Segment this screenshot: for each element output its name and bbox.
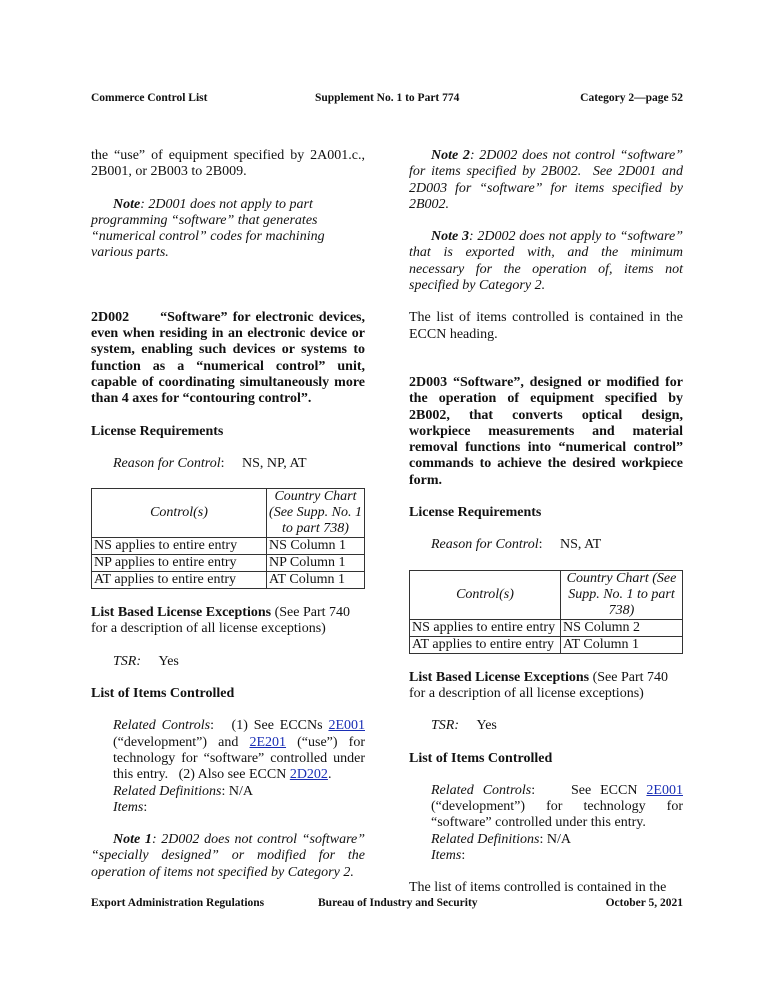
related-controls-block: Related Controls: See ECCN 2E001 (“development”) for technology for “software” controlled under this entry. Related Definitions: N/A Items: (431, 782, 683, 864)
right-column (409, 148, 687, 897)
header-right: Category 2—page 52 (580, 92, 683, 104)
control-table (409, 570, 683, 654)
table-row: NS applies to entire entry NS Column 2 (410, 619, 683, 636)
eccn-2d002-heading: 2D002 “Software” for electronic devices, even when residing in an electronic device or system, enabling such devices or systems to function as a “numerical control” unit, capable of coordinating simultaneously more than 4 axes for “contouring control”. (91, 309, 369, 407)
items-controlled-heading: List of Items Controlled (409, 750, 553, 766)
tsr-line: TSR: Yes (431, 718, 497, 734)
table-header: Country Chart (See Supp. No. 1 to part 738) (267, 489, 365, 538)
note-3-paragraph: Note 3: 2D002 does not apply to “software” that is exported with, and the minimum necessary for the operation of, items not specified by Category 2. (409, 229, 683, 294)
license-requirements-heading: License Requirements (409, 505, 542, 521)
footer-right: October 5, 2021 (605, 897, 683, 909)
footer-center: Bureau of Industry and Security (318, 897, 478, 909)
control-table (91, 488, 365, 589)
list-text-paragraph: The list of items controlled is contained in the ECCN heading. (409, 310, 683, 342)
items-controlled-heading: List of Items Controlled (91, 686, 235, 702)
table-row: AT applies to entire entry AT Column 1 (92, 572, 365, 589)
note-label: Note (113, 196, 141, 212)
link-2e001[interactable]: 2E001 (646, 782, 683, 798)
eccn-2d003-heading: 2D003 “Software”, designed or modified for the operation of equipment specified by 2B002, that converts optical design, workpiece measurements and material removal functions into “numerical control” commands to achieve the desired workpiece form. (409, 374, 683, 488)
related-controls-block: Related Controls: (1) See ECCNs 2E001 (“development”) and 2E201 (“use”) for technology for “software” controlled under this entry. (2) Also see ECCN 2D202. Related Definitions: N/A Items: (113, 718, 369, 815)
footer-left: Export Administration Regulations (91, 897, 265, 909)
table-header: Control(s) (410, 570, 561, 619)
left-column (91, 148, 369, 881)
lble-paragraph: List Based License Exceptions (See Part 740 for a description of all license exceptions) (409, 669, 669, 701)
reason-for-control: Reason for Control: NS, NP, AT (113, 455, 307, 471)
header-center: Supplement No. 1 to Part 774 (315, 92, 460, 104)
list-text-paragraph: The list of items controlled is contained in the (409, 880, 667, 896)
link-2d202[interactable]: 2D202 (289, 767, 328, 783)
table-header: Control(s) (92, 489, 267, 538)
note-2-paragraph: Note 2: 2D002 does not control “software” for items specified by 2B002. See 2D001 and 2D003 for “software” for items specified by 2B002. (409, 148, 687, 212)
lble-paragraph: List Based License Exceptions (See Part 740 for a description of all license exceptions) (91, 605, 351, 637)
license-requirements-heading: License Requirements (91, 423, 224, 439)
table-row: NS applies to entire entry NS Column 1 (92, 538, 365, 555)
table-header: Country Chart (See Supp. No. 1 to part 738) (561, 570, 683, 619)
reason-for-control: Reason for Control: NS, AT (431, 537, 602, 553)
tsr-line: TSR: Yes (113, 653, 179, 669)
link-2e201[interactable]: 2E201 (249, 734, 287, 750)
header-left: Commerce Control List (91, 92, 208, 104)
link-2e001[interactable]: 2E001 (328, 718, 365, 734)
table-row: AT applies to entire entry AT Column 1 (410, 636, 683, 653)
note-paragraph: Note: 2D001 does not apply to part programming “software” that generates “numerical control” codes for machining various parts. (91, 196, 325, 261)
note-1-paragraph: Note 1: 2D002 does not control “software” “specially designed” or modified for the operation of items not specified by Category 2. (91, 832, 366, 880)
table-row: NP applies to entire entry NP Column 1 (92, 555, 365, 572)
intro-paragraph: the “use” of equipment specified by 2A001.c., 2B001, or 2B003 to 2B009. (91, 148, 365, 180)
